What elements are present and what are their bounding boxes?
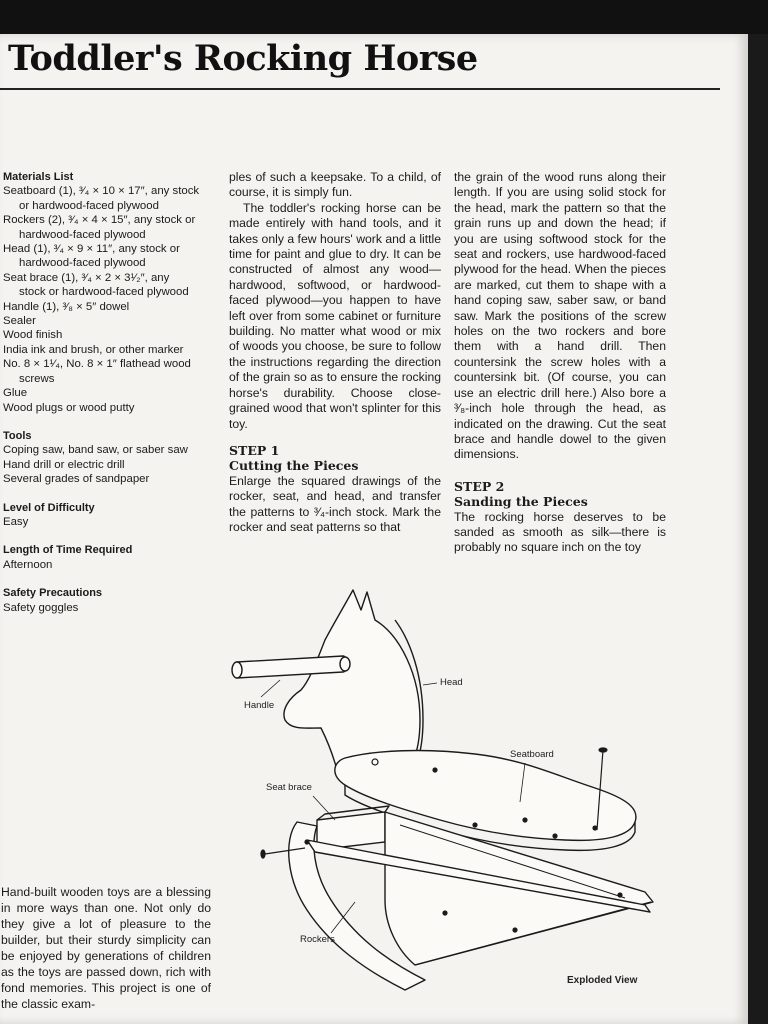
paragraph: ples of such a keepsake. To a child, of course, it is simply fun.	[229, 170, 441, 200]
material-item-continued: stock or hardwood-faced plywood	[19, 286, 189, 299]
safety-value: Safety goggles	[3, 601, 79, 614]
safety-section	[3, 586, 228, 615]
material-item-continued: screws	[19, 372, 55, 385]
time-section	[3, 543, 228, 572]
scan-border	[0, 0, 768, 34]
step-2-title: Sanding the Pieces	[454, 494, 588, 510]
paragraph: the grain of the wood runs along their length. If you are using solid stock for the head, mark the pattern so that the grain runs up and down the head; if you are using softwood stock for the seat and rockers, use hardwood-faced plywood for the head. When the pieces are marked, cut them to shape with a hand coping saw, saber saw, or band saw. Mark the positions of the screw holes on the two rockers and bore them with a hand drill. Then countersink the screw holes with a countersink bit. (Of course, you can use an electric drill here.) Also bore a ³⁄₈-inch hole through the head, as indicated on the drawing. Cut the seat brace and handle dowel to the given dimensions.	[454, 170, 666, 462]
material-item-continued: hardwood-faced plywood	[19, 228, 146, 241]
materials-items	[3, 184, 228, 415]
intro-paragraph: Hand-built wooden toys are a blessing in more ways than one. Not only do they give a lot of pleasure to the builder, but their sturdy simplicity can be enjoyed by generations of children as the toys are passed down, rich with fond memories. This project is one of the classic exam-	[1, 885, 211, 1011]
title-rule	[0, 88, 720, 90]
difficulty-section	[3, 501, 228, 530]
page-title: Toddler's Rocking Horse	[8, 38, 478, 79]
materials-list	[3, 170, 228, 415]
paragraph: The rocking horse deserves to be sanded as smooth as silk—there is probably no square inch on the toy	[454, 509, 666, 555]
materials-heading: Materials List	[3, 171, 74, 183]
material-item: Head (1), ³⁄₄ × 9 × 11″, any stock or	[3, 243, 180, 256]
time-heading: Length of Time Required	[3, 544, 133, 557]
diagram-caption: Exploded View	[567, 975, 638, 986]
difficulty-heading: Level of Difficulty	[3, 501, 95, 514]
paragraph: Enlarge the squared drawings of the rocker, seat, and head, and transfer the patterns to ³⁄₄-inch stock. Mark the rocker and seat patterns so that	[229, 473, 441, 534]
exploded-view-diagram	[225, 580, 675, 1010]
difficulty-value: Easy	[3, 515, 29, 528]
material-item: India ink and brush, or other marker	[3, 343, 184, 356]
middle-column	[229, 170, 441, 535]
tool-item: Hand drill or electric drill	[3, 458, 125, 471]
material-item: No. 8 × 1¹⁄₄, No. 8 × 1″ flathead wood	[3, 358, 191, 371]
time-value: Afternoon	[3, 558, 53, 571]
rockers-label: Rockers	[300, 934, 335, 945]
material-item: Seatboard (1), ³⁄₄ × 10 × 17″, any stock	[3, 185, 200, 198]
tool-item: Several grades of sandpaper	[3, 473, 150, 486]
material-item: Rockers (2), ³⁄₄ × 4 × 15″, any stock or	[3, 214, 196, 227]
handle-label: Handle	[244, 700, 275, 711]
paragraph: The toddler's rocking horse can be made entirely with hand tools, and it takes only a few hours' work and a little time for paint and glue to dry. It can be constructed of almost any wood—hardwood, softwood, or hardwood-faced plywood—you happen to have left over from some cabinet or furniture building. No matter what wood or mix of woods you choose, be sure to follow the instructions regarding the direction of the grain so as to ensure the rocking horse's durability. Choose close-grained wood that won't splinter for this toy.	[229, 200, 441, 431]
material-item: Seat brace (1), ³⁄₄ × 2 × 3¹⁄₂″, any	[3, 271, 170, 284]
material-item: Handle (1), ³⁄₈ × 5″ dowel	[3, 300, 130, 313]
material-item: Sealer	[3, 315, 36, 328]
step-1-number: STEP 1	[229, 442, 280, 458]
step-1-title: Cutting the Pieces	[229, 458, 359, 474]
tools-heading: Tools	[3, 429, 32, 442]
safety-heading: Safety Precautions	[3, 587, 103, 600]
head-label: Head	[440, 677, 463, 688]
material-item-continued: or hardwood-faced plywood	[19, 199, 159, 212]
tool-item: Coping saw, band saw, or saber saw	[3, 444, 188, 457]
tools-list	[3, 429, 228, 487]
materials-column	[3, 170, 228, 629]
right-column	[454, 170, 666, 556]
material-item: Glue	[3, 387, 28, 400]
seatboard-label: Seatboard	[510, 749, 554, 760]
seat-brace-label: Seat brace	[266, 782, 312, 793]
material-item: Wood finish	[3, 329, 63, 342]
material-item-continued: hardwood-faced plywood	[19, 257, 146, 270]
material-item: Wood plugs or wood putty	[3, 401, 135, 414]
step-2-number: STEP 2	[454, 478, 505, 494]
